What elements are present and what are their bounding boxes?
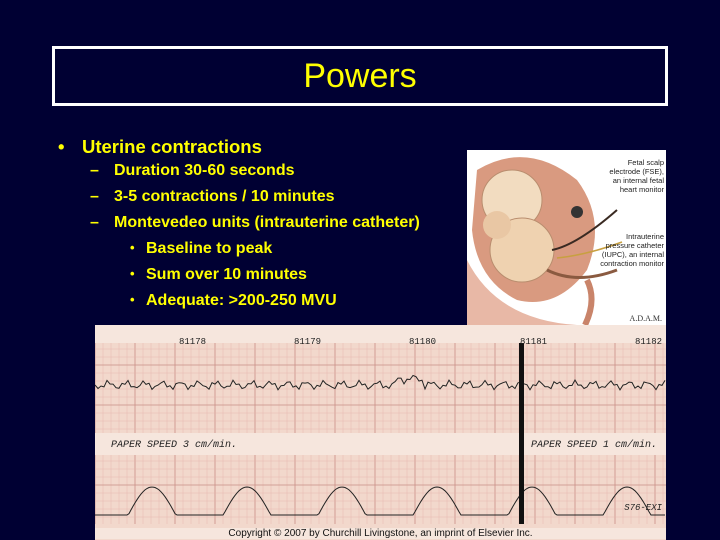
bullet-text: Uterine contractions [82, 136, 262, 157]
slide-title: Powers [303, 56, 417, 95]
bullet-marker: • [130, 292, 135, 307]
page-number-5: 81182 [635, 337, 663, 347]
paper-speed-left: PAPER SPEED 3 cm/min. [111, 440, 238, 451]
paper-speed-right: PAPER SPEED 1 cm/min. [531, 440, 658, 451]
copyright-notice: Copyright © 2007 by Churchill Livingstone, an imprint of Elsevier Inc. [95, 528, 666, 539]
bullet-uterine-contractions [58, 136, 420, 162]
dash-marker: – [90, 214, 99, 231]
sub-item-text: Duration 30-60 seconds [114, 162, 295, 179]
page-number-3: 81180 [409, 337, 437, 347]
ctg-trace-drawing [95, 325, 666, 540]
sub-sub-item-baseline [58, 240, 420, 266]
adam-logo: A.D.A.M. [629, 314, 662, 323]
sub-sub-item-sum [58, 266, 420, 292]
dash-marker: – [90, 188, 99, 205]
page-number-2: 81179 [294, 337, 322, 347]
sub-sub-item-adequate [58, 292, 420, 318]
sub-sub-item-text: Sum over 10 minutes [146, 266, 307, 283]
ctg-trace-strip [95, 325, 666, 540]
dash-marker: – [90, 162, 99, 179]
sub-sub-item-text: Adequate: >200-250 MVU [146, 292, 337, 309]
strip-code: S76-EXI [624, 503, 662, 513]
label-iupc: Intrauterine pressure catheter (IUPC), an internal contraction monitor [600, 232, 664, 268]
bullet-list [58, 136, 420, 318]
sub-item-frequency [58, 188, 420, 214]
page-number-4: 81181 [520, 337, 548, 347]
sub-sub-item-text: Baseline to peak [146, 240, 273, 257]
bullet-marker: • [130, 240, 135, 255]
bullet-marker: • [130, 266, 135, 281]
sub-item-text: Montevedeo units (intrauterine catheter) [114, 214, 420, 231]
page-number-1: 81178 [179, 337, 207, 347]
sub-item-montevideo [58, 214, 420, 240]
fetal-monitor-illustration [467, 150, 666, 325]
bullet-marker: • [58, 136, 65, 157]
title-box [52, 46, 668, 106]
sub-item-text: 3-5 contractions / 10 minutes [114, 188, 335, 205]
sub-item-duration [58, 162, 420, 188]
label-fse: Fetal scalp electrode (FSE), an internal fetal heart monitor [609, 158, 664, 194]
